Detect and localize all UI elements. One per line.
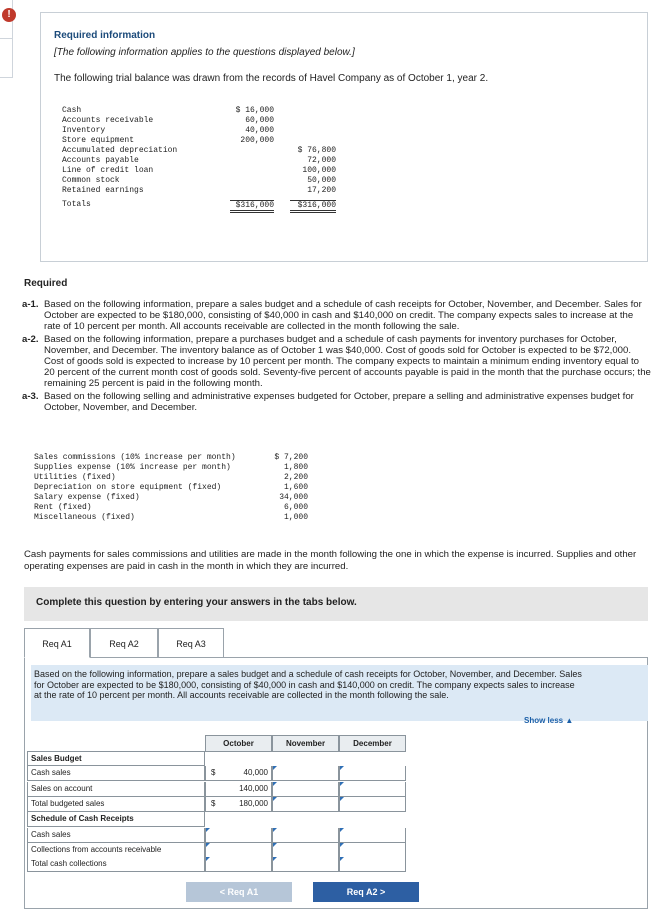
info-title: Required information [54, 30, 156, 41]
budget-row-label: Cash sales [27, 828, 205, 843]
budget-input[interactable] [205, 857, 272, 872]
expense-amount: 1,800 [283, 463, 308, 472]
expense-amount: 2,200 [283, 473, 308, 482]
budget-input[interactable] [339, 782, 406, 797]
expense-label: Salary expense (fixed) [34, 493, 140, 502]
tab-description [31, 665, 648, 721]
tab-req-a2[interactable]: Req A2 [90, 628, 158, 658]
expense-label: Miscellaneous (fixed) [34, 513, 135, 522]
budget-input[interactable] [272, 782, 339, 797]
budget-value: $ 40,000 [205, 766, 272, 781]
account-label: Cash [62, 106, 82, 115]
credit-value: 72,000 [307, 156, 336, 165]
credit-total: $316,000 [290, 200, 336, 213]
account-label: Retained earnings [62, 186, 144, 195]
next-req-button[interactable]: Req A2 > [313, 882, 419, 902]
debit-value: 60,000 [245, 116, 274, 125]
required-heading: Required [24, 278, 68, 289]
account-label: Inventory [62, 126, 106, 135]
budget-input[interactable] [339, 843, 406, 858]
budget-row-label: Cash sales [27, 766, 205, 781]
budget-row-label: Sales on account [27, 782, 205, 797]
dollar-sign: $ [211, 768, 216, 777]
debit-value: 200,000 [240, 136, 274, 145]
section-heading: Schedule of Cash Receipts [27, 812, 205, 827]
budget-input[interactable] [339, 857, 406, 872]
debit-value: 40,000 [245, 126, 274, 135]
credit-value: $ 76,800 [297, 146, 336, 155]
expense-amount: $ 7,200 [274, 453, 308, 462]
required-item [22, 334, 652, 390]
required-item [22, 391, 652, 413]
budget-input[interactable] [339, 828, 406, 843]
alert-icon: ! [2, 8, 16, 22]
required-item-key: a-1. [22, 299, 39, 310]
debit-value: $ 16,000 [235, 106, 274, 115]
totals-label: Totals [62, 200, 91, 209]
required-item-text: Based on the following selling and administrative expenses budgeted for October, prepare a selling and administrative expenses budget for October, November, and December. [44, 390, 634, 413]
budget-input[interactable] [272, 828, 339, 843]
required-item-key: a-3. [22, 390, 39, 402]
debit-total: $316,000 [230, 200, 274, 213]
account-label: Accounts payable [62, 156, 139, 165]
budget-input[interactable] [272, 857, 339, 872]
complete-question-bar [24, 587, 648, 621]
info-note: [The following information applies to the questions displayed below.] [54, 47, 355, 58]
required-list [22, 299, 652, 414]
account-label: Accounts receivable [62, 116, 154, 125]
expense-label: Sales commissions (10% increase per month) [34, 453, 236, 462]
budget-value: 140,000 [205, 782, 272, 797]
tab-description-text: Based on the following information, prepare a sales budget and a schedule of cash receipts for October, November, and December. Sales for October are expected to be $180,000, consisting of $40,000 in cash and $140,000 on credit. The company expects sales to increase at the rate of 10 percent per month. All accounts receivable are collected in the month following the sale. [34, 669, 582, 700]
column-header: October [205, 735, 272, 752]
required-item-text: Based on the following information, prepare a sales budget and a schedule of cash receipts for October, November, and December. Sales for October are expected to be $180,000, consisting of $40,000 in cash and $140,000 on credit. The company expects sales to increase at the rate of 10 percent per month. All accounts receivable are collected in the month following the sale. [44, 299, 642, 333]
expense-label: Supplies expense (10% increase per month) [34, 463, 231, 472]
column-header: December [339, 735, 406, 752]
budget-input[interactable] [339, 797, 406, 812]
expense-amount: 1,000 [283, 513, 308, 522]
expense-amount: 6,000 [283, 503, 308, 512]
budget-input[interactable] [205, 843, 272, 858]
budget-row-label: Total budgeted sales [27, 797, 205, 812]
tab-req-a3[interactable]: Req A3 [158, 628, 224, 658]
account-label: Accumulated depreciation [62, 146, 178, 155]
required-item [22, 299, 652, 333]
expense-label: Depreciation on store equipment (fixed) [34, 483, 222, 492]
required-item-key: a-2. [22, 333, 39, 345]
budget-input[interactable] [272, 797, 339, 812]
budget-input[interactable] [205, 828, 272, 843]
prev-req-button[interactable]: < Req A1 [186, 882, 292, 902]
budget-input[interactable] [272, 766, 339, 781]
column-header: November [272, 735, 339, 752]
left-edge-tab[interactable] [0, 39, 12, 78]
cash-payments-note: Cash payments for sales commissions and utilities are made in the month following the one in which the expense is incurred. Supplies and other operating expenses are paid in cash in the month in which they are incurred. [24, 549, 637, 572]
section-heading: Sales Budget [27, 751, 205, 766]
info-intro: The following trial balance was drawn from the records of Havel Company as of October 1, year 2. [54, 73, 489, 84]
credit-value: 50,000 [307, 176, 336, 185]
credit-value: 17,200 [307, 186, 336, 195]
budget-row-label: Total cash collections [27, 857, 205, 872]
budget-row-label: Collections from accounts receivable [27, 843, 205, 858]
expense-amount: 1,600 [283, 483, 308, 492]
account-label: Store equipment [62, 136, 135, 145]
account-label: Common stock [62, 176, 120, 185]
budget-input[interactable] [272, 843, 339, 858]
show-less-link[interactable]: Show less ▲ [524, 716, 574, 725]
account-label: Line of credit loan [62, 166, 154, 175]
credit-value: 100,000 [302, 166, 336, 175]
complete-prompt: Complete this question by entering your answers in the tabs below. [36, 597, 357, 608]
expense-label: Utilities (fixed) [34, 473, 116, 482]
expense-label: Rent (fixed) [34, 503, 92, 512]
budget-value: $ 180,000 [205, 797, 272, 812]
required-item-text: Based on the following information, prepare a purchases budget and a schedule of cash payments for inventory purchases for October, November, and December. The inventory balance as of October 1 was $40,000. Cost of goods sold for October is expected to be $72,000. Cost of goods sold is expected to increase by 10 percent per month. The company expects to maintain a minimum ending inventory equal to 20 percent of the current month cost of goods sold. Seventy-five percent of accounts payable is paid in the month that the purchase occurs; the remaining 25 percent is paid in the following month. [44, 333, 651, 390]
expense-amount: 34,000 [279, 493, 308, 502]
dollar-sign: $ [211, 799, 216, 808]
budget-input[interactable] [339, 766, 406, 781]
tab-req-a1[interactable]: Req A1 [24, 628, 90, 658]
